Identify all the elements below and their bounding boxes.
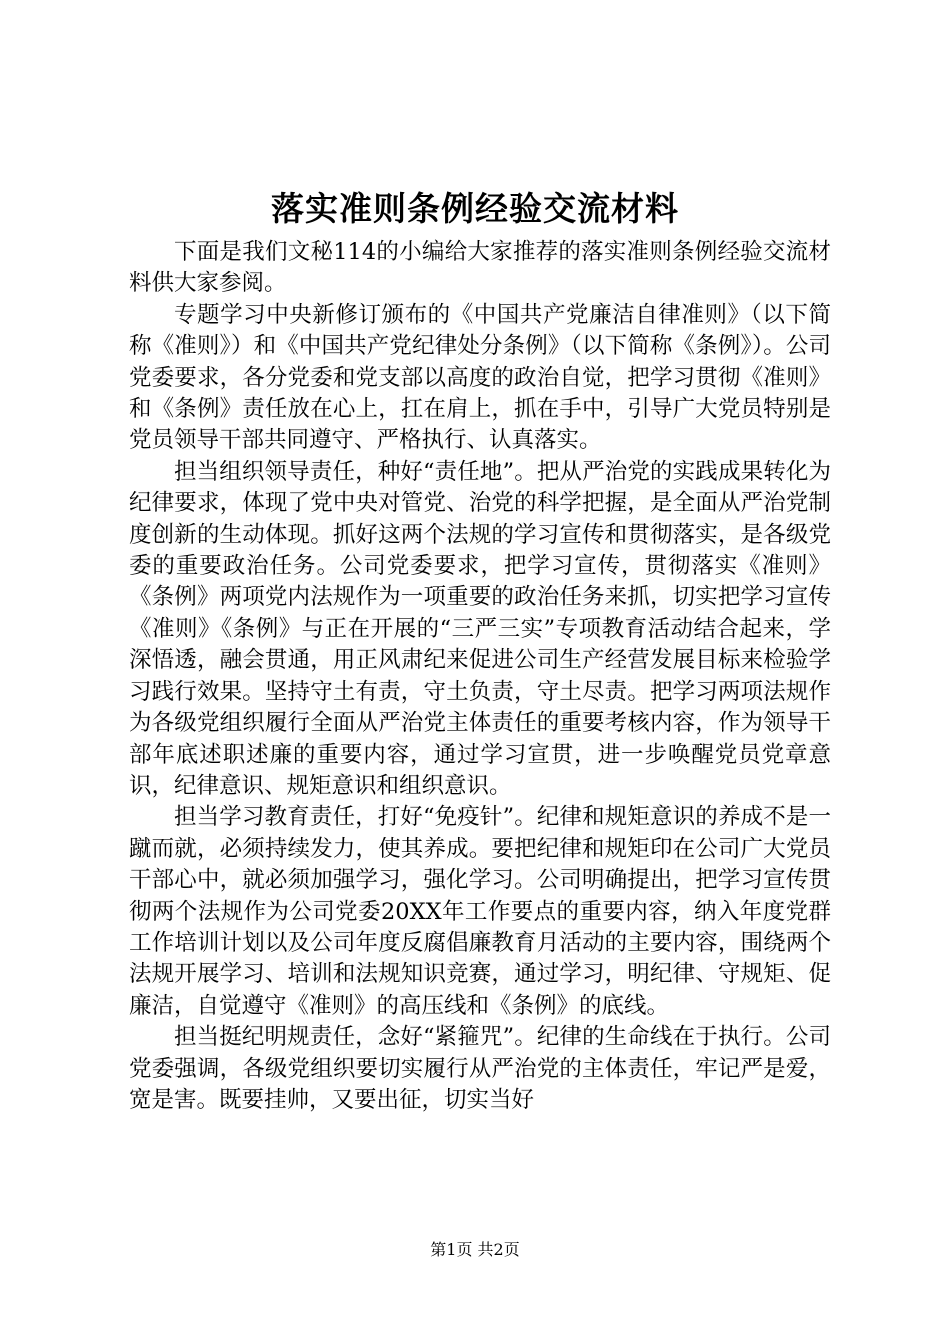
document-title: 落实准则条例经验交流材料 bbox=[271, 189, 679, 228]
paragraph-intro: 下面是我们文秘114的小编给大家推荐的落实准则条例经验交流材料供大家参阅。 bbox=[129, 239, 831, 297]
paragraph-discipline-responsibility: 担当挺纪明规责任，念好“紧箍咒”。纪律的生命线在于执行。公司党委强调，各级党组织要切实履行从严治党的主体责任，牢记严是爱，宽是害。既要挂帅，又要出征，切实当好 bbox=[129, 1024, 831, 1113]
document-body bbox=[129, 237, 831, 1116]
paragraph-leadership-responsibility: 担当组织领导责任，种好“责任地”。把从严治党的实践成果转化为纪律要求，体现了党中央对管党、治党的科学把握，是全面从严治党制度创新的生动体现。抓好这两个法规的学习宣传和贯彻落实，是各级党委的重要政治任务。公司党委要求，把学习宣传，贯彻落实《准则》《条例》两项党内法规作为一项重要的政治任务来抓，切实把学习宣传《准则》《条例》与正在开展的“三严三实”专项教育活动结合起来，学深悟透，融会贯通，用正风肃纪来促进公司生产经营发展目标来检验学习践行效果。坚持守土有责，守土负责，守土尽责。把学习两项法规作为各级党组织履行全面从严治党主体责任的重要考核内容，作为领导干部年底述职述廉的重要内容，通过学习宣贯，进一步唤醒党员党章意识，纪律意识、规矩意识和组织意识。 bbox=[129, 458, 831, 799]
paragraph-study: 专题学习中央新修订颁布的《中国共产党廉洁自律准则》（以下简称《准则》）和《中国共产党纪律处分条例》（以下简称《条例》）。公司党委要求，各分党委和党支部以高度的政治自觉，把学习贯彻《准则》和《条例》责任放在心上，扛在肩上，抓在手中，引导广大党员特别是党员领导干部共同遵守、严格执行、认真落实。 bbox=[129, 301, 831, 454]
paragraph-education-responsibility: 担当学习教育责任，打好“免疫针”。纪律和规矩意识的养成不是一蹴而就，必须持续发力，使其养成。要把纪律和规矩印在公司广大党员干部心中，就必须加强学习，强化学习。公司明确提出，把学习宣传贯彻两个法规作为公司党委20XX年工作要点的重要内容，纳入年度党群工作培训计划以及公司年度反腐倡廉教育月活动的主要内容，围绕两个法规开展学习、培训和法规知识竞赛，通过学习，明纪律、守规矩、促廉洁，自觉遵守《准则》的高压线和《条例》的底线。 bbox=[129, 804, 831, 1019]
page-footer: 第1页 共2页 bbox=[430, 1240, 520, 1259]
